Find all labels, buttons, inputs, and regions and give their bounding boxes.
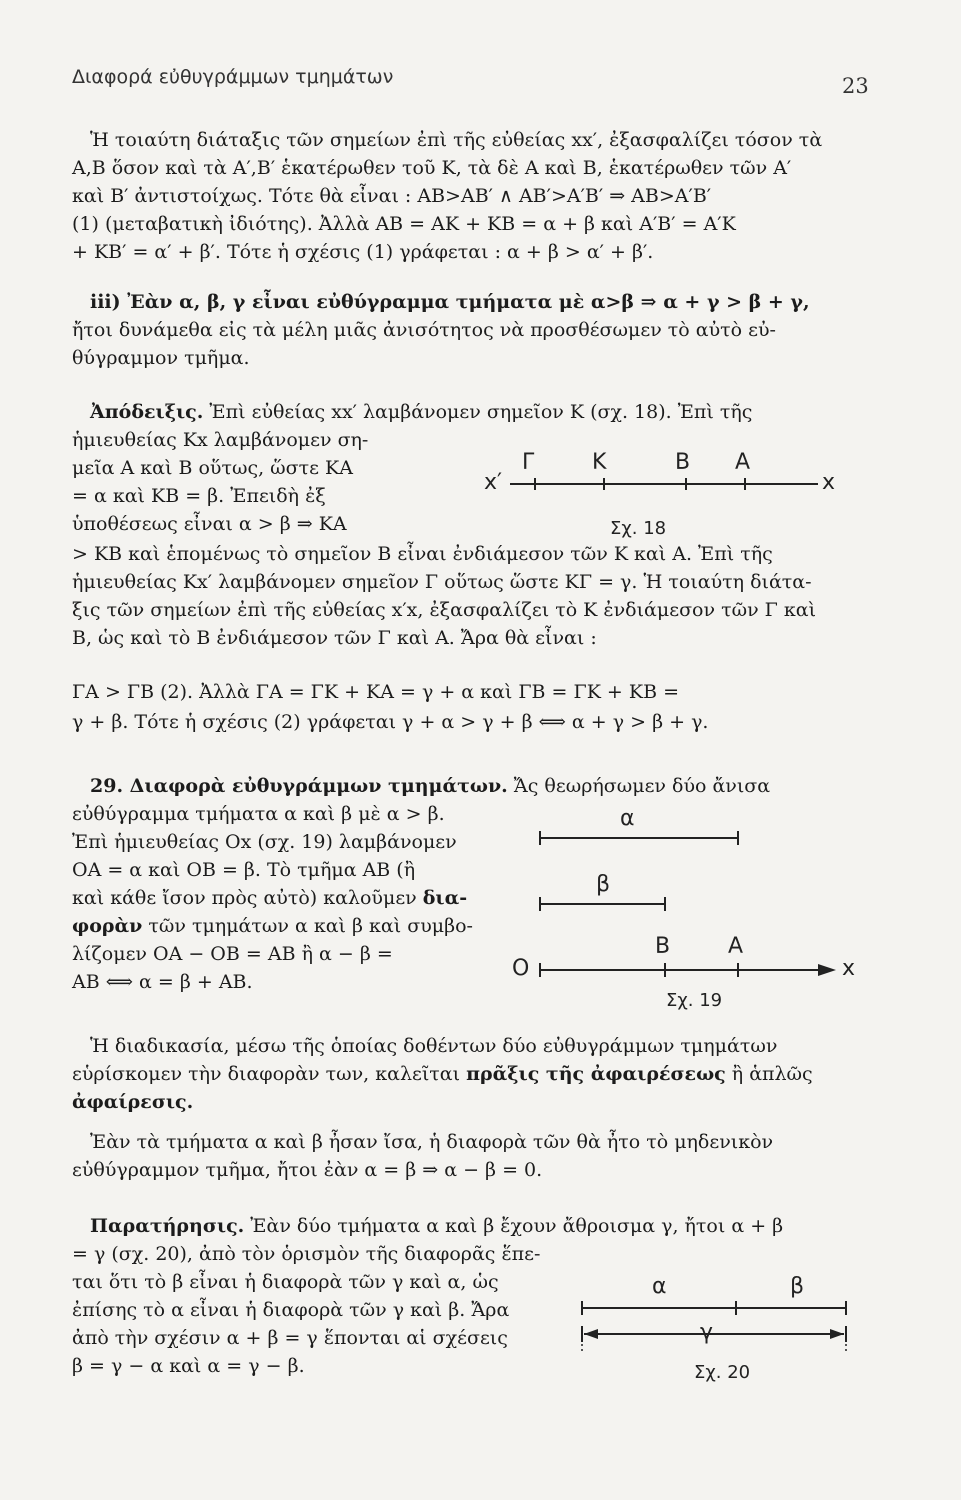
fig19-point-a: Α: [728, 934, 744, 959]
paragraph-line: Ἐὰν τὰ τμήματα α καὶ β ἦσαν ἴσα, ἡ διαφορὰ τῶν θὰ ἦτο τὸ μηδενικὸν: [90, 1131, 774, 1153]
paragraph-line: Ἡ διαδικασία, μέσω τῆς ὁποίας δοθέντων δύο εὐθυγράμμων τμημάτων: [90, 1035, 778, 1057]
section-line: φορὰν τῶν τμημάτων α καὶ β καὶ συμβο-: [72, 915, 473, 937]
fig18-point-k: Κ: [592, 450, 607, 475]
fig18-point-gamma: Γ: [522, 450, 535, 475]
fig18-point-xprime: x′: [484, 470, 503, 495]
proof-line: μεῖα Α καὶ Β οὕτως, ὥστε ΚΑ: [72, 457, 353, 479]
fig20-label-beta: β: [790, 1274, 805, 1299]
section-line: λίζομεν ΟΑ − ΟΒ = ΑΒ ἢ α − β =: [72, 943, 393, 965]
paragraph-line: (1) (μεταβατικὴ ἰδιότης). Ἀλλὰ ΑΒ = ΑΚ + ΚΒ = α + β καὶ Α′Β′ = Α′Κ: [72, 213, 736, 235]
proof-line: Ἀπόδειξις. Ἐπὶ εὐθείας xx′ λαμβάνομεν σημεῖον Κ (σχ. 18). Ἐπὶ τῆς: [90, 401, 753, 423]
proposition-iii: iii) Ἐὰν α, β, γ εἶναι εὐθύγραμμα τμήματα μὲ α>β ⇒ α + γ > β + γ,: [90, 291, 810, 313]
proof-line: ΓΑ > ΓΒ (2). Ἀλλὰ ΓΑ = ΓΚ + ΚΑ = γ + α καὶ ΓΒ = ΓΚ + ΚΒ =: [72, 681, 680, 703]
section-line: ΟΑ = α καὶ ΟΒ = β. Τὸ τμῆμα ΑΒ (ἢ: [72, 859, 416, 881]
fig18-point-b: Β: [675, 450, 691, 475]
paragraph-line: ἤτοι δυνάμεθα εἰς τὰ μέλη μιᾶς ἀνισότητος νὰ προσθέσωμεν τὸ αὐτὸ εὐ-: [72, 319, 776, 341]
paragraph-line: θύγραμμον τμῆμα.: [72, 347, 250, 369]
fig18-point-x: x: [822, 470, 836, 495]
fig18-point-a: Α: [735, 450, 751, 475]
paragraph-line: καὶ Β′ ἀντιστοίχως. Τότε θὰ εἶναι : ΑΒ>ΑΒ′ ∧ ΑΒ′>Α′Β′ ⇒ ΑΒ>Α′Β′: [72, 185, 712, 207]
section-line: Ἐπὶ ἡμιευθείας Ox (σχ. 19) λαμβάνομεν: [72, 831, 457, 853]
proof-line: ἡμιευθείας Κx λαμβάνομεν ση-: [72, 429, 369, 451]
paragraph-line: ἀφαίρεσις.: [72, 1091, 194, 1113]
paragraph-line: Α,Β ὅσον καὶ τὰ Α′,Β′ ἑκατέρωθεν τοῦ Κ, τὰ δὲ Α καὶ Β, ἑκατέρωθεν τῶν Α′: [72, 157, 792, 179]
fig20-caption: Σχ. 20: [694, 1362, 751, 1383]
paragraph-line: εὐθύγραμμον τμῆμα, ἤτοι ἐὰν α = β ⇒ α − β = 0.: [72, 1159, 543, 1181]
fig19-label-beta: β: [596, 872, 611, 897]
page-number: 23: [842, 74, 869, 98]
proof-label: Ἀπόδειξις.: [90, 401, 204, 423]
fig20-label-alpha: α: [652, 1274, 667, 1299]
running-title: Διαφορά εὐθυγράμμων τμημάτων: [72, 66, 394, 88]
section-29-line: 29. Διαφορὰ εὐθυγράμμων τμημάτων. Ἄς θεωρήσωμεν δύο ἄνισα: [90, 775, 771, 797]
proof-line: Β, ὡς καὶ τὸ Β ἐνδιάμεσον τῶν Γ καὶ Α. Ἄρα θὰ εἶναι :: [72, 627, 597, 649]
paragraph-line: Ἡ τοιαύτη διάταξις τῶν σημείων ἐπὶ τῆς εὐθείας xx′, ἐξασφαλίζει τόσον τὰ: [90, 129, 823, 151]
proof-line: > ΚΒ καὶ ἑπομένως τὸ σημεῖον Β εἶναι ἐνδιάμεσον τῶν Κ καὶ Α. Ἐπὶ τῆς: [72, 543, 773, 565]
remark-line: ἐπίσης τὸ α εἶναι ἡ διαφορὰ τῶν γ καὶ β. Ἄρα: [72, 1299, 510, 1321]
remark-line: β = γ − α καὶ α = γ − β.: [72, 1355, 305, 1377]
remark-line: ται ὅτι τὸ β εἶναι ἡ διαφορὰ τῶν γ καὶ α, ὡς: [72, 1271, 499, 1293]
paragraph-line: + ΚΒ′ = α′ + β′. Τότε ἡ σχέσις (1) γράφεται : α + β > α′ + β′.: [72, 241, 654, 263]
fig20-label-gamma: γ: [700, 1320, 714, 1345]
proof-line: γ + β. Τότε ἡ σχέσις (2) γράφεται γ + α > γ + β ⟺ α + γ > β + γ.: [72, 711, 709, 733]
fig18-caption: Σχ. 18: [610, 518, 667, 539]
fig19-point-o: Ο: [512, 956, 530, 981]
proof-line: = α καὶ ΚΒ = β. Ἐπειδὴ ἐξ: [72, 485, 326, 507]
proof-line: ξις τῶν σημείων ἐπὶ τῆς εὐθείας x′x, ἐξασφαλίζει τὸ Κ ἐνδιάμεσον τῶν Γ καὶ: [72, 599, 817, 621]
paragraph-line: εὑρίσκομεν τὴν διαφορὰν των, καλεῖται πρᾶξις τῆς ἀφαιρέσεως ἢ ἁπλῶς: [72, 1063, 813, 1085]
remark-line: = γ (σχ. 20), ἀπὸ τὸν ὁρισμὸν τῆς διαφορᾶς ἕπε-: [72, 1243, 541, 1265]
fig19-label-alpha: α: [620, 806, 635, 831]
section-line: εὐθύγραμμα τμήματα α καὶ β μὲ α > β.: [72, 803, 445, 825]
remark-label: Παρατήρησις.: [90, 1215, 245, 1237]
fig19-caption: Σχ. 19: [666, 990, 723, 1011]
fig19-point-x: x: [842, 956, 856, 981]
section-line: καὶ κάθε ἴσον πρὸς αὐτὸ) καλοῦμεν δια-: [72, 887, 468, 909]
remark-line: ἀπὸ τὴν σχέσιν α + β = γ ἕπονται αἱ σχέσεις: [72, 1327, 508, 1349]
proof-line: ὑποθέσεως εἶναι α > β ⇒ ΚΑ: [72, 513, 347, 535]
remark-line: Παρατήρησις. Ἐὰν δύο τμήματα α καὶ β ἔχουν ἄθροισμα γ, ἤτοι α + β: [90, 1215, 784, 1237]
section-line: ΑΒ ⟺ α = β + ΑΒ.: [72, 971, 253, 993]
fig19-point-b: Β: [655, 934, 671, 959]
proof-line: ἡμιευθείας Κx′ λαμβάνομεν σημεῖον Γ οὕτως ὥστε ΚΓ = γ. Ἡ τοιαύτη διάτα-: [72, 571, 812, 593]
section-29-heading: 29. Διαφορὰ εὐθυγράμμων τμημάτων.: [90, 775, 508, 797]
